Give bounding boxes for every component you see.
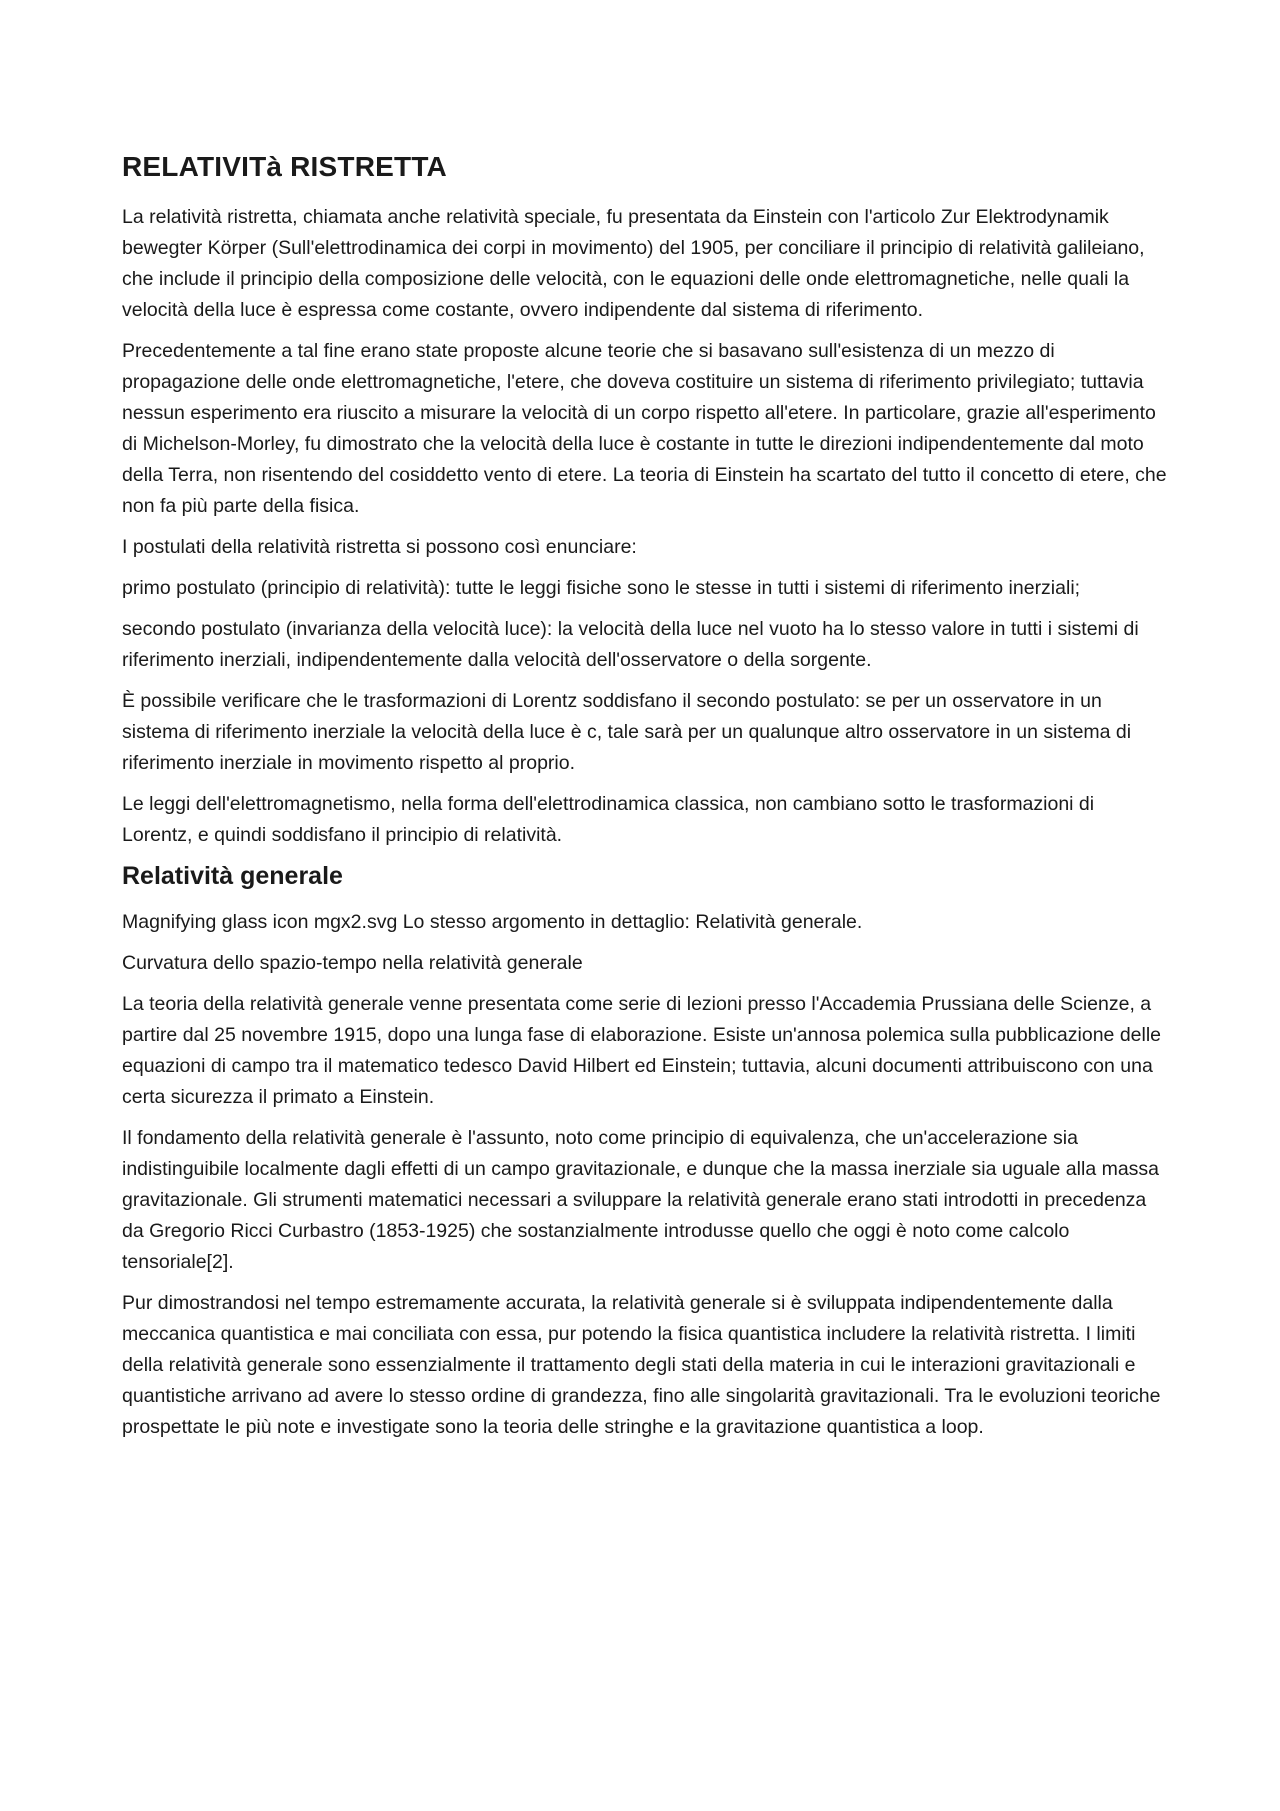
paragraph-first-postulate: primo postulato (principio di relatività): tutte le leggi fisiche sono le stesse in tutti i sistemi di riferimento inerziali; (122, 576, 1081, 599)
section-heading-general-relativity: Relatività generale (122, 861, 343, 890)
paragraph-equivalence: Il fondamento della relatività generale è l'assunto, noto come principio di equivalenza, che un'accelerazione sia indistinguibile localmente dagli effetti di un campo gravitazionale, e dunque che la massa inerziale sia uguale alla massa gravitazionale. Gli strumenti matematici necessari a sviluppare la relatività generale erano stati introdotti in precedenza da Gregorio Ricci Curbastro (1853-1925) che sostanzialmente introdusse quello che oggi è noto come calcolo tensoriale[2]. (122, 1126, 1160, 1273)
paragraph-intro: La relatività ristretta, chiamata anche relatività speciale, fu presentata da Einstein con l'articolo Zur Elektrodynamik bewegter Körper (Sull'elettrodinamica dei corpi in movimento) del 1905, per conciliare il principio di relatività galileiano, che include il principio della composizione delle velocità, con le equazioni delle onde elettromagnetiche, nelle quali la velocità della luce è espressa come costante, ovvero indipendente dal sistema di riferimento. (122, 205, 1145, 321)
paragraph-ether: Precedentemente a tal fine erano state proposte alcune teorie che si basavano sull'esistenza di un mezzo di propagazione delle onde elettromagnetiche, l'etere, che doveva costituire un sistema di riferimento privilegiato; tuttavia nessun esperimento era riuscito a misurare la velocità di un corpo rispetto all'etere. In particolare, grazie all'esperimento di Michelson-Morley, fu dimostrato che la velocità della luce è costante in tutte le direzioni indipendentemente dal moto della Terra, non risentendo del cosiddetto vento di etere. La teoria di Einstein ha scartato del tutto il concetto di etere, che non fa più parte della fisica. (122, 339, 1167, 517)
paragraph-lorentz: È possibile verificare che le trasformazioni di Lorentz soddisfano il secondo postulato: se per un osservatore in un sistema di riferimento inerziale la velocità della luce è c, tale sarà per un qualunque altro osservatore in un sistema di riferimento inerziale in movimento rispetto al proprio. (122, 689, 1132, 774)
document-page (122, 150, 1167, 1453)
page-title: RELATIVITà RISTRETTA (122, 151, 447, 182)
paragraph-postulates-intro: I postulati della relatività ristretta si possono così enunciare: (122, 535, 637, 558)
paragraph-general-theory: La teoria della relatività generale venne presentata come serie di lezioni presso l'Accademia Prussiana delle Scienze, a partire dal 25 novembre 1915, dopo una lunga fase di elaborazione. Esiste un'annosa polemica sulla pubblicazione delle equazioni di campo tra il matematico tedesco David Hilbert ed Einstein; tuttavia, alcuni documenti attribuiscono con una certa sicurezza il primato a Einstein. (122, 992, 1162, 1108)
paragraph-caption: Curvatura dello spazio-tempo nella relatività generale (122, 951, 583, 974)
paragraph-see-also: Magnifying glass icon mgx2.svg Lo stesso argomento in dettaglio: Relatività generale. (122, 910, 863, 933)
paragraph-second-postulate: secondo postulato (invarianza della velocità luce): la velocità della luce nel vuoto ha lo stesso valore in tutti i sistemi di riferimento inerziali, indipendentemente dalla velocità dell'osservatore o della sorgente. (122, 617, 1139, 671)
paragraph-limits: Pur dimostrandosi nel tempo estremamente accurata, la relatività generale si è sviluppata indipendentemente dalla meccanica quantistica e mai conciliata con essa, pur potendo la fisica quantistica includere la relatività ristretta. I limiti della relatività generale sono essenzialmente il trattamento degli stati della materia in cui le interazioni gravitazionali e quantistiche arrivano ad avere lo stesso ordine di grandezza, fino alle singolarità gravitazionali. Tra le evoluzioni teoriche prospettate le più note e investigate sono la teoria delle stringhe e la gravitazione quantistica a loop. (122, 1291, 1161, 1438)
paragraph-electromagnetism: Le leggi dell'elettromagnetismo, nella forma dell'elettrodinamica classica, non cambiano sotto le trasformazioni di Lorentz, e quindi soddisfano il principio di relatività. (122, 792, 1095, 846)
